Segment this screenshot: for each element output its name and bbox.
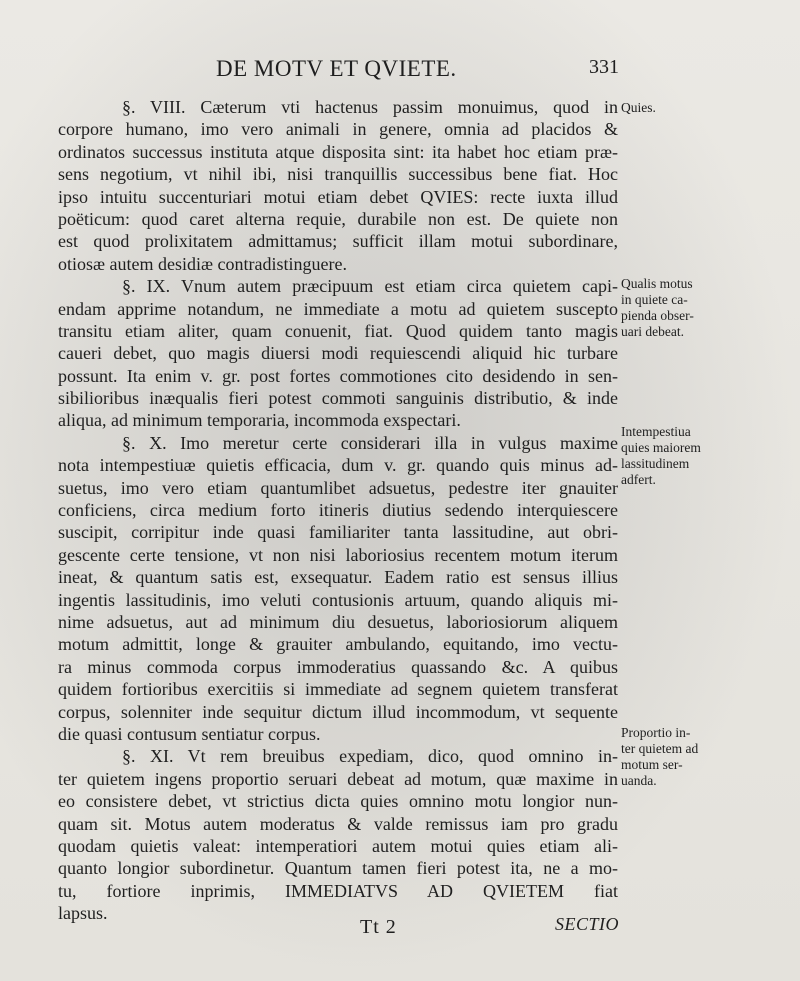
text-line: endam apprime notandum, ne immediate a motu ad quietem suscepto <box>58 298 618 319</box>
text-line: nime adsuetus, aut ad minimum diu desuetus, laboriosiorum aliquem <box>58 611 618 632</box>
main-text <box>58 96 618 924</box>
catchword: SECTIO <box>555 914 620 934</box>
text-line: quidem fortioribus exercitiis si immediate ad segnem quietem transferat <box>58 679 618 700</box>
text-line: ordinatos successus instituta atque disposita sint: ita habet hoc etiam præ- <box>58 141 618 162</box>
text-line: poëticum: quod caret alterna requie, durabile non est. De quiete non <box>58 208 618 229</box>
note-line: motum ser- <box>621 757 683 772</box>
text-line: conficiens, circa medium forto itineris diutius sedendo interquiescere <box>58 500 618 521</box>
text-line: §. IX. Vnum autem præcipuum est etiam circa quietem capi- <box>122 276 618 297</box>
paragraph-xi <box>58 745 618 924</box>
note-line: quies maiorem <box>621 440 701 455</box>
text-line: caueri debet, quo magis diuersi modi requiescendi aliquid hic turbare <box>58 343 618 364</box>
text-line: quodam quietis valeat: intemperatiori autem motui quies etiam ali- <box>58 835 618 856</box>
note-line: Proportio in- <box>621 725 691 740</box>
signature-mark: Tt 2 <box>360 916 397 938</box>
margin-note-intempestiua <box>621 424 791 488</box>
note-line: in quiete ca- <box>621 292 688 307</box>
text-line: lapsus. <box>58 903 108 924</box>
text-line: aliqua, ad minimum temporaria, incommoda exspectari. <box>58 410 461 431</box>
text-line: nota intempestiuæ quietis efficacia, dum v. gr. quando quis minus ad- <box>58 455 618 476</box>
paragraph-ix <box>58 275 618 432</box>
text-line: eo consistere debet, vt strictius dicta quies omnino motu longior nun- <box>58 791 618 812</box>
margin-note-quies <box>621 100 791 116</box>
note-line: Qualis motus <box>621 276 693 291</box>
note-line: uari debeat. <box>621 324 684 339</box>
text-line: ter quietem ingens proportio seruari debeat ad motum, quæ maxime in <box>58 768 618 789</box>
text-line: corpus, solenniter inde sequitur dictum illud incommodum, vt sequente <box>58 701 618 722</box>
page-number: 331 <box>589 56 619 78</box>
text-line: ingentis lassitudinis, imo veluti contusionis artuum, quando aliquis mi- <box>58 589 618 610</box>
note-line: Intempestiua <box>621 424 691 439</box>
text-line: suscipit, corripitur inde quasi familiariter tanta lassitudine, aut obri- <box>58 522 618 543</box>
text-line: ra minus commoda corpus immoderatius quassando &c. A quibus <box>58 656 618 677</box>
text-line: ipso intuitu succenturiari motui etiam debet QVIES: recte iuxta illud <box>58 186 618 207</box>
text-line: die quasi contusum sentiatur corpus. <box>58 723 321 744</box>
text-line: §. X. Imo meretur certe considerari illa in vulgus maxime <box>122 432 618 453</box>
text-line: quanto longior subordinetur. Quantum tamen fieri potest ita, ne a mo- <box>58 858 618 879</box>
text-line: sibilioribus inæqualis fieri potest commoti sanguinis distributio, & inde <box>58 388 618 409</box>
note-line: ter quietem ad <box>621 741 699 756</box>
margin-note-proportio <box>621 725 791 789</box>
text-line: transitu etiam aliter, quam conuenit, fiat. Quod quidem tanto magis <box>58 320 618 341</box>
margin-note-qualis-motus <box>621 276 791 340</box>
note-line: uanda. <box>621 773 657 788</box>
text-line: gescente certe tensione, vt non nisi laboriosius recentem motum iterum <box>58 544 618 565</box>
text-line: ineat, & quantum satis est, exsequatur. Eadem ratio est sensus illius <box>58 567 618 588</box>
running-title: DE MOTV ET QVIETE. <box>216 56 457 81</box>
text-line: tu, fortiore inprimis, IMMEDIATVS AD QVIETEM fiat <box>58 880 618 901</box>
note-line: lassitudinem <box>621 456 690 471</box>
note-line: pienda obser- <box>621 308 694 323</box>
text-line: quam sit. Motus autem moderatus & valde remissus iam pro gradu <box>58 813 618 834</box>
note-line: adfert. <box>621 472 656 487</box>
text-line: otiosæ autem desidiæ contradistinguere. <box>58 253 347 274</box>
paragraph-viii <box>58 96 618 275</box>
paragraph-x <box>58 432 618 745</box>
text-line: motum admittit, longe & grauiter ambulando, equitando, imo vectu- <box>58 634 618 655</box>
text-line: possunt. Ita enim v. gr. post fortes commotiones cito desidendo in sen- <box>58 365 618 386</box>
text-line: suetus, imo vero etiam quantumlibet adsuetus, pedestre iter gnauiter <box>58 477 618 498</box>
text-line: sens negotium, vt nihil ibi, nisi tranquillis successibus bene fiat. Hoc <box>58 164 618 185</box>
text-line: §. VIII. Cæterum vti hactenus passim monuimus, quod in <box>122 97 618 117</box>
running-header <box>0 48 800 88</box>
note-line: Quies. <box>621 100 656 115</box>
text-line: §. XI. Vt rem breuibus expediam, dico, quod omnino in- <box>122 746 618 767</box>
text-line: corpore humano, imo vero animali in genere, omnia ad placidos & <box>58 119 618 140</box>
text-line: est quod prolixitatem admittamus; sufficit illam motui subordinare, <box>58 231 618 252</box>
